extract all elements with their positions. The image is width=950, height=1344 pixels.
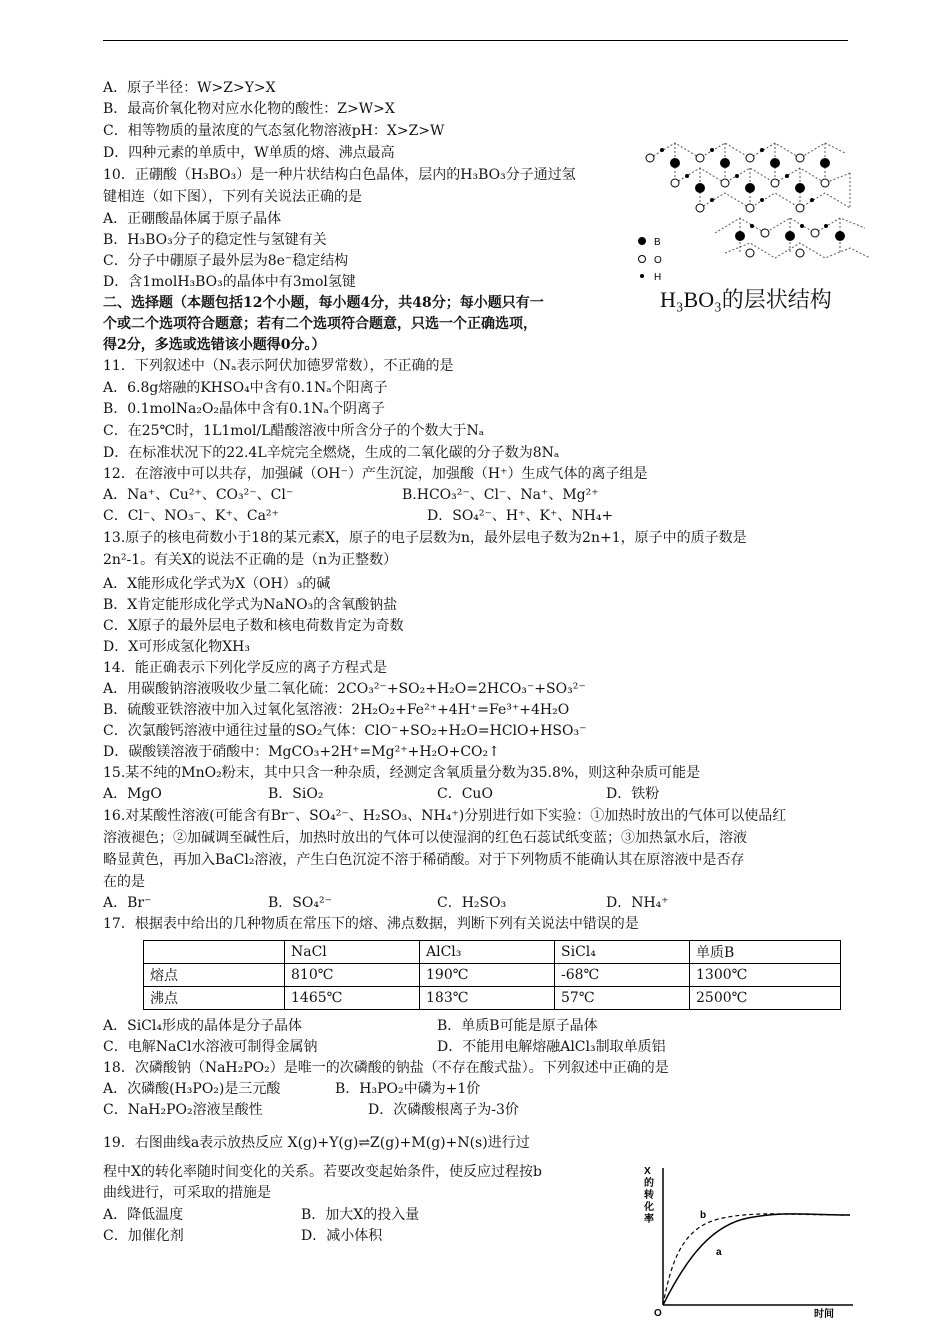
q13-option-b: B．X肯定能形成化学式为NaNO₃的含氧酸钠盐 <box>103 597 398 613</box>
q19-stem-2: 程中X的转化率随时间变化的关系。若要改变起始条件，使反应过程按b <box>103 1164 542 1180</box>
table-row <box>144 987 841 1010</box>
q11-stem: 11．下列叙述中（Nₐ表示阿伏加德罗常数），不正确的是 <box>103 358 454 374</box>
legend-oxygen-marker <box>639 256 646 263</box>
q12-option-c: C．Cl⁻、NO₃⁻、K⁺、Ca²⁺ <box>103 508 279 524</box>
conversion-rate-chart <box>628 1160 858 1320</box>
q11-option-a: A．6.8g熔融的KHSO₄中含有0.1Nₐ个阳离子 <box>103 380 388 396</box>
q12-option-b: B.HCO₃²⁻、Cl⁻、Na⁺、Mg²⁺ <box>402 487 599 503</box>
legend-label: O <box>654 255 662 266</box>
legend-label: H <box>654 272 662 283</box>
q9-option-c: C．相等物质的量浓度的气态氢化物溶液pH：X>Z>W <box>103 123 445 139</box>
melting-point-table <box>143 940 841 1010</box>
y-axis-label-char: 率 <box>644 1214 654 1225</box>
q16-option-b: B．SO₄²⁻ <box>268 895 332 911</box>
q14-option-d: D．碳酸镁溶液于硝酸中：MgCO₃+2H⁺=Mg²⁺+H₂O+CO₂↑ <box>103 744 500 760</box>
y-axis-label <box>643 1166 654 1225</box>
q17-option-d: D．不能用电解熔融AlCl₃制取单质铝 <box>437 1039 666 1055</box>
table-cell: 183℃ <box>420 987 555 1010</box>
q19-option-d: D．减小体积 <box>301 1228 383 1244</box>
legend-boron-marker <box>638 237 646 245</box>
q16-option-d: D．NH₄⁺ <box>606 895 669 911</box>
q15-option-d: D．铁粉 <box>606 786 660 802</box>
curve-a <box>663 1214 850 1305</box>
q10-stem-2: 键相连（如下图），下列有关说法正确的是 <box>103 189 362 205</box>
table-header-cell: NaCl <box>285 941 420 964</box>
q13-option-d: D．X可形成氢化物XH₃ <box>103 639 250 655</box>
q10-option-d: D．含1molH₃BO₃的晶体中有3mol氢键 <box>103 274 356 290</box>
table-header-cell: 单质B <box>690 941 841 964</box>
q15-option-c: C．CuO <box>437 786 493 802</box>
table-cell: 2500℃ <box>690 987 841 1010</box>
series-label-a: a <box>716 1247 722 1258</box>
y-axis-label-char: 转 <box>644 1190 654 1201</box>
section-heading-1: 二、选择题（本题包括12个小题，每小题4分，共48分；每小题只有一 <box>103 295 544 311</box>
q15-option-b: B．SiO₂ <box>268 786 324 802</box>
q15-option-a: A．MgO <box>103 786 162 802</box>
q10-option-c: C．分子中硼原子最外层为8e⁻稳定结构 <box>103 253 349 269</box>
q13-stem-1: 13.原子的核电荷数小于18的某元素X，原子的电子层数为n，最外层电子数为2n+1，原子中的质子数是 <box>103 530 747 546</box>
q10-option-a: A．正硼酸晶体属于原子晶体 <box>103 211 282 227</box>
q14-stem: 14．能正确表示下列化学反应的离子方程式是 <box>103 660 387 676</box>
section-heading-3: 得2分，多选或选错该小题得0分。） <box>103 337 326 353</box>
q14-option-c: C．次氯酸钙溶液中通往过量的SO₂气体：ClO⁻+SO₂+H₂O=HClO+HSO₃⁻ <box>103 723 587 739</box>
q12-stem: 12．在溶液中可以共存，加强碱（OH⁻）产生沉淀，加强酸（H⁺）生成气体的离子组是 <box>103 466 648 482</box>
y-axis-label-char: 化 <box>644 1202 654 1213</box>
q17-option-c: C．电解NaCl水溶液可制得金属钠 <box>103 1039 318 1055</box>
series-label-b: b <box>700 1210 707 1221</box>
q9-option-a: A．原子半径：W>Z>Y>X <box>103 80 276 96</box>
q16-option-c: C．H₂SO₃ <box>437 895 507 911</box>
table-cell: 熔点 <box>144 964 285 987</box>
q10-option-b: B．H₃BO₃分子的稳定性与氢键有关 <box>103 232 327 248</box>
table-header-cell: AlCl₃ <box>420 941 555 964</box>
q17-option-a: A．SiCl₄形成的晶体是分子晶体 <box>103 1018 302 1034</box>
table-cell: -68℃ <box>555 964 690 987</box>
y-axis-label-char: X <box>644 1166 651 1177</box>
origin-label: O <box>654 1308 662 1319</box>
table-cell: 沸点 <box>144 987 285 1010</box>
table-header-row <box>144 941 841 964</box>
q11-option-c: C．在25℃时，1L1mol/L醋酸溶液中所含分子的个数大于Nₐ <box>103 423 485 439</box>
table-row <box>144 964 841 987</box>
q15-stem: 15.某不纯的MnO₂粉末，其中只含一种杂质，经测定含氧质量分数为35.8%，则这种杂质可能是 <box>103 765 701 781</box>
legend-hydrogen-marker <box>640 274 644 278</box>
q16-stem-2: 溶液褪色；②加碱调至碱性后，加热时放出的气体可以使湿润的红色石蕊试纸变蓝；③加热氯水后，溶液 <box>103 830 747 846</box>
q17-stem: 17．根据表中给出的几种物质在常压下的熔、沸点数据，判断下列有关说法中错误的是 <box>103 916 639 932</box>
table-header-cell <box>144 941 285 964</box>
q18-option-c: C．NaH₂PO₂溶液呈酸性 <box>103 1102 263 1118</box>
boric-acid-structure-diagram <box>630 128 870 288</box>
table-header-cell: SiCl₄ <box>555 941 690 964</box>
q19-option-c: C．加催化剂 <box>103 1228 184 1244</box>
structure-legend <box>638 237 662 283</box>
q19-stem-3: 曲线进行，可采取的措施是 <box>103 1185 271 1201</box>
q12-option-d: D．SO₄²⁻、H⁺、K⁺、NH₄+ <box>427 508 614 524</box>
q18-option-b: B．H₃PO₂中磷为+1价 <box>335 1081 481 1097</box>
structure-caption: H₃BO₃的层状结构 <box>660 287 832 312</box>
q9-option-d: D．四种元素的单质中，W单质的熔、沸点最高 <box>103 145 395 161</box>
q16-stem-1: 16.对某酸性溶液(可能含有Br⁻、SO₄²⁻、H₂SO₃、NH₄⁺)分别进行如下实验：①加热时放出的气体可以使品红 <box>103 808 787 824</box>
q17-option-b: B．单质B可能是原子晶体 <box>437 1018 598 1034</box>
header-rule <box>103 40 848 41</box>
q9-option-b: B．最高价氧化物对应水化物的酸性：Z>W>X <box>103 101 395 117</box>
y-axis-label-char: 的 <box>644 1178 654 1189</box>
q19-option-b: B．加大X的投入量 <box>301 1207 420 1223</box>
q16-stem-3: 略显黄色，再加入BaCl₂溶液，产生白色沉淀不溶于稀硝酸。对于下列物质不能确认其在原溶液中是否存 <box>103 852 745 868</box>
q13-option-c: C．X原子的最外层电子数和核电荷数肯定为奇数 <box>103 618 404 634</box>
q16-option-a: A．Br⁻ <box>103 895 152 911</box>
table-cell: 1465℃ <box>285 987 420 1010</box>
q11-option-d: D．在标准状况下的22.4L辛烷完全燃烧，生成的二氧化碳的分子数为8Nₐ <box>103 445 560 461</box>
q14-option-a: A．用碳酸钠溶液吸收少量二氧化硫：2CO₃²⁻+SO₂+H₂O=2HCO₃⁻+SO₃²⁻ <box>103 681 586 697</box>
q19-stem-1: 19．右图曲线a表示放热反应 X(g)+Y(g)⇌Z(g)+M(g)+N(s)进行过 <box>103 1135 530 1151</box>
q19-option-a: A．降低温度 <box>103 1207 184 1223</box>
legend-label: B <box>654 237 661 248</box>
q12-option-a: A．Na⁺、Cu²⁺、CO₃²⁻、Cl⁻ <box>103 487 294 503</box>
q11-option-b: B．0.1molNa₂O₂晶体中含有0.1Nₐ个阴离子 <box>103 401 385 417</box>
q18-option-a: A．次磷酸(H₃PO₂)是三元酸 <box>103 1081 281 1097</box>
q16-stem-4: 在的是 <box>103 874 145 890</box>
table-cell: 190℃ <box>420 964 555 987</box>
table-cell: 1300℃ <box>690 964 841 987</box>
q14-option-b: B．硫酸亚铁溶液中加入过氧化氢溶液：2H₂O₂+Fe²⁺+4H⁺=Fe³⁺+4H₂O <box>103 702 570 718</box>
table-cell: 57℃ <box>555 987 690 1010</box>
q13-option-a: A．X能形成化学式为X（OH）₃的碱 <box>103 576 331 592</box>
x-axis-label: 时间 <box>814 1309 834 1320</box>
q13-stem-2: 2n²-1。有关X的说法不正确的是（n为正整数） <box>103 552 398 568</box>
q18-stem: 18．次磷酸钠（NaH₂PO₂）是唯一的次磷酸的钠盐（不存在酸式盐）。下列叙述中正确的是 <box>103 1060 669 1076</box>
oxygen-atoms <box>646 154 829 257</box>
hydrogen-bond-lines <box>650 143 870 258</box>
section-heading-2: 个或二个选项符合题意；若有二个选项符合题意，只选一个正确选项， <box>103 316 537 332</box>
q18-option-d: D．次磷酸根离子为-3价 <box>368 1102 519 1118</box>
q10-stem-1: 10．正硼酸（H₃BO₃）是一种片状结构白色晶体，层内的H₃BO₃分子通过氢 <box>103 167 576 183</box>
table-cell: 810℃ <box>285 964 420 987</box>
